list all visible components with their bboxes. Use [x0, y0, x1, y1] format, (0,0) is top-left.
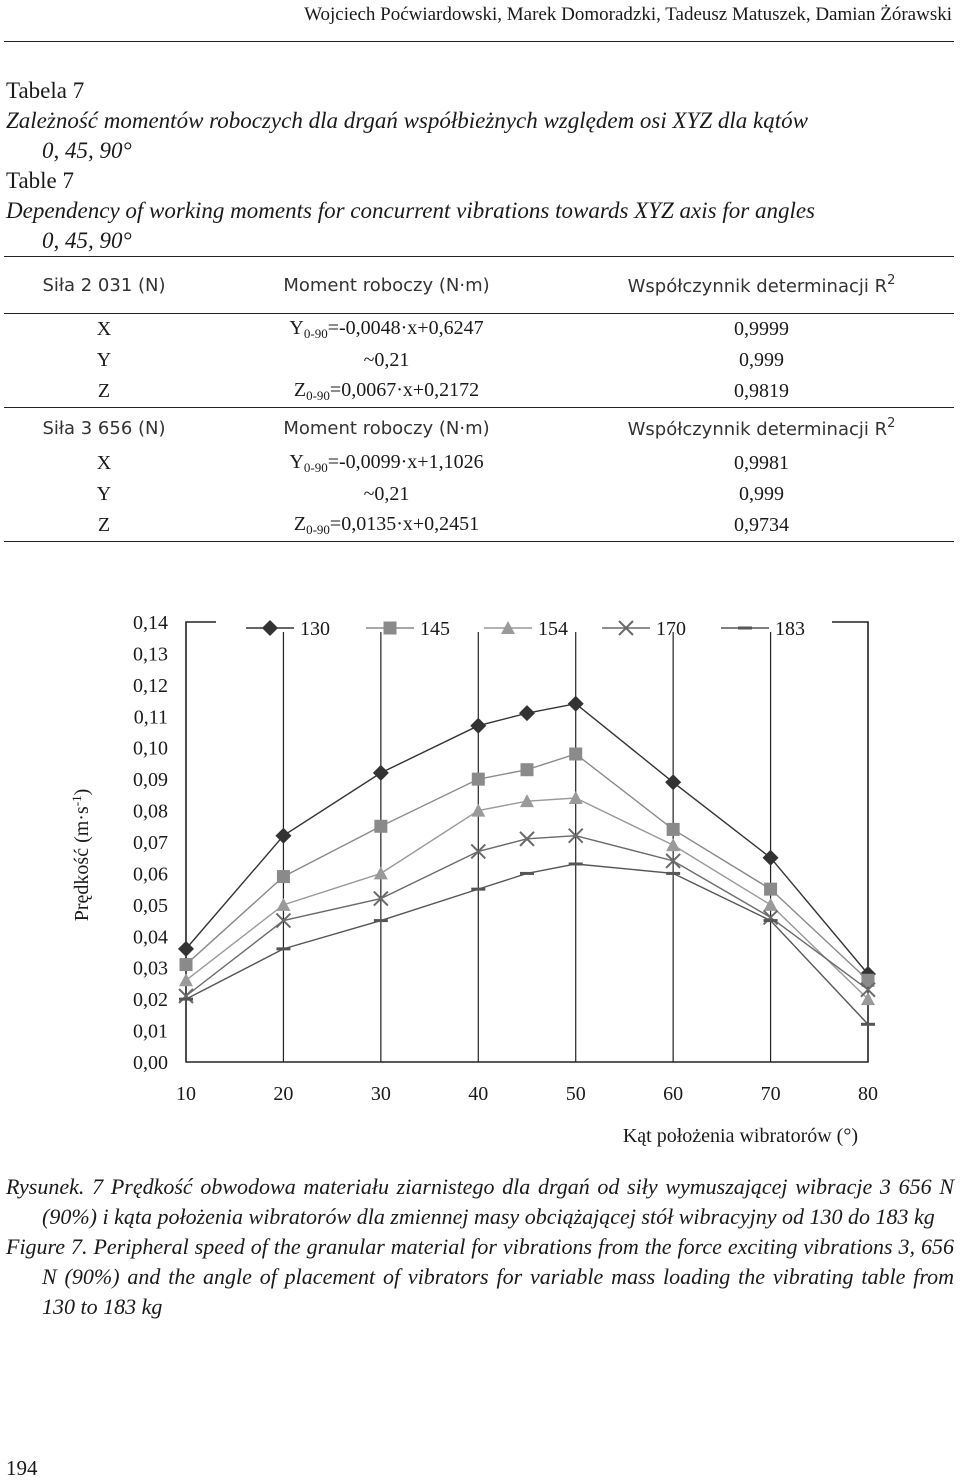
series-line-145 — [186, 754, 868, 980]
y-tick-label: 0,06 — [133, 863, 168, 886]
formula-cell: $Z_{0-90}=0,0135\cdot x+0,2451$ — [204, 510, 569, 542]
r2-header-sup: 2 — [887, 273, 896, 288]
y-tick-label: 0,03 — [133, 957, 168, 980]
x-tick-label: 70 — [760, 1083, 781, 1105]
table-row — [4, 345, 954, 376]
data-point-154 — [569, 791, 583, 804]
moments-table — [4, 256, 954, 542]
data-point-183 — [179, 998, 193, 1001]
x-axis-label: Kąt położenia wibratorów (°) — [622, 1125, 858, 1147]
table-title-pl-line1: Zależność momentów roboczych dla drgań współbieżnych względem osi XYZ dla kątów — [6, 108, 808, 133]
r2-cell: 0,999 — [739, 483, 784, 505]
table-header-row — [4, 257, 954, 314]
legend-label-130: 130 — [300, 618, 330, 640]
y-tick-label: 0,05 — [133, 894, 168, 917]
table-row — [4, 448, 954, 479]
formula-cell: ~0,21 — [363, 349, 410, 371]
y-tick-label: 0,00 — [133, 1052, 168, 1074]
data-point-145 — [569, 748, 582, 761]
data-point-183 — [520, 872, 534, 875]
r2-cell: 0,9981 — [734, 452, 789, 474]
data-point-145 — [521, 763, 534, 776]
data-point-183 — [471, 888, 485, 891]
data-point-145 — [277, 870, 290, 883]
y-tick-label: 0,12 — [133, 674, 168, 697]
r2-cell: 0,9999 — [569, 314, 954, 346]
y-tick-label: 0,07 — [133, 832, 168, 854]
table-row — [4, 314, 954, 346]
table-label-en: Table 7 — [6, 168, 75, 193]
series-line-154 — [186, 798, 868, 999]
y-tick-label: 0,10 — [133, 737, 168, 760]
force-header: Siła 2 031 (N) — [4, 257, 204, 314]
x-tick-label: 30 — [370, 1083, 391, 1105]
moment-header: Moment roboczy (N·m) — [204, 408, 569, 449]
legend-label-145: 145 — [420, 618, 450, 640]
y-tick-label: 0,14 — [133, 612, 168, 634]
x-tick-label: 20 — [273, 1083, 294, 1105]
table-header-row — [4, 408, 954, 449]
x-tick-label: 10 — [176, 1083, 196, 1105]
plot-frame — [186, 622, 868, 1062]
axis-cell: Z — [4, 510, 204, 542]
data-point-130 — [470, 718, 486, 734]
legend-label-154: 154 — [538, 618, 568, 640]
legend-marker-145 — [384, 622, 397, 635]
legend-label-170: 170 — [656, 618, 686, 640]
axis-cell: Y — [96, 349, 112, 371]
formula-cell: $Z_{0-90}=0,0067\cdot x+0,2172$ — [293, 379, 480, 403]
figure-caption — [6, 1172, 954, 1322]
header-rule — [4, 41, 954, 42]
y-tick-label: 0,02 — [133, 989, 168, 1012]
page-number: 194 — [6, 1456, 38, 1480]
y-tick-label: 0,13 — [133, 643, 168, 666]
table-label-pl: Tabela 7 — [6, 78, 85, 103]
data-point-183 — [374, 919, 388, 922]
table-caption — [6, 76, 954, 256]
data-point-183 — [764, 919, 778, 922]
x-tick-label: 40 — [468, 1083, 489, 1105]
data-point-154 — [764, 898, 778, 911]
data-point-130 — [373, 765, 389, 781]
moment-header: Moment roboczy (N·m) — [204, 257, 569, 314]
r2-cell: 0,9734 — [569, 510, 954, 542]
data-point-145 — [472, 773, 485, 786]
data-point-183 — [276, 947, 290, 950]
axis-cell: X — [96, 452, 112, 474]
r2-header-text: Współczynnik determinacji R — [627, 276, 888, 297]
data-point-183 — [861, 1023, 875, 1026]
data-point-183 — [666, 872, 680, 875]
axis-cell: Z — [97, 380, 111, 402]
data-point-130 — [665, 774, 681, 790]
y-tick-label: 0,04 — [133, 926, 168, 949]
x-tick-label: 60 — [663, 1083, 684, 1105]
data-point-145 — [374, 820, 387, 833]
data-point-145 — [667, 823, 680, 836]
data-point-130 — [568, 696, 584, 712]
data-point-154 — [276, 898, 290, 911]
data-point-130 — [519, 705, 535, 721]
r2-header: Współczynnik determinacji $R^2$ — [569, 408, 954, 449]
legend-marker-183 — [738, 627, 752, 630]
x-tick-label: 80 — [858, 1083, 878, 1105]
data-point-154 — [179, 973, 193, 986]
table-title-en-line2: 0, 45, 90° — [42, 228, 132, 253]
figure-caption-en: Figure 7. Peripheral speed of the granular material for vibrations from the force exciting vibrations 3, 656 N (90%) and the angle of placement of vibrators for variable mass loading the vibrating table from 130 to 183 kg — [6, 1234, 954, 1319]
data-point-183 — [569, 863, 583, 866]
data-point-154 — [374, 866, 388, 879]
axis-cell: Y — [96, 483, 112, 505]
table-title-pl-line2: 0, 45, 90° — [42, 138, 132, 163]
formula-cell: $Y_{0-90}=-0,0099\cdot x+1,1026$ — [289, 451, 484, 475]
r2-header — [569, 257, 954, 314]
table-row — [4, 479, 954, 510]
y-tick-label: 0,11 — [133, 706, 168, 729]
table-row — [4, 376, 954, 408]
formula-cell: $Y_{0-90}=-0,0048\cdot x+0,6247$ — [204, 314, 569, 346]
speed-chart — [0, 590, 960, 1160]
data-point-154 — [666, 838, 680, 851]
y-tick-label: 0,01 — [133, 1020, 168, 1043]
axis-cell: X — [4, 314, 204, 346]
r2-cell: 0,999 — [739, 349, 784, 371]
data-point-145 — [764, 883, 777, 896]
table-row — [4, 510, 954, 542]
running-head-authors: Wojciech Poćwiardowski, Marek Domoradzki, Tadeusz Matuszek, Damian Żórawski — [304, 4, 952, 25]
figure-caption-pl: Rysunek. 7 Prędkość obwodowa materiału ziarnistego dla drgań od siły wymuszającej wibracje 3 656 N (90%) i kąta położenia wibratorów dla zmiennej masy obciążającej stół wibracyjny od 130 do 183 kg — [6, 1174, 954, 1229]
r2-cell: 0,9819 — [734, 380, 789, 402]
x-tick-label: 50 — [565, 1083, 586, 1105]
data-point-145 — [180, 958, 193, 971]
formula-cell: ~0,21 — [363, 483, 410, 505]
y-tick-label: 0,08 — [133, 800, 168, 823]
legend-label-183: 183 — [775, 618, 805, 640]
force-header: Siła 3 656 (N) — [4, 408, 204, 449]
table-title-en-line1: Dependency of working moments for concurrent vibrations towards XYZ axis for angles — [6, 198, 815, 223]
y-axis-label: Prędkość $(m\cdot s^{-1})$ — [68, 788, 93, 922]
y-tick-label: 0,09 — [133, 769, 168, 792]
